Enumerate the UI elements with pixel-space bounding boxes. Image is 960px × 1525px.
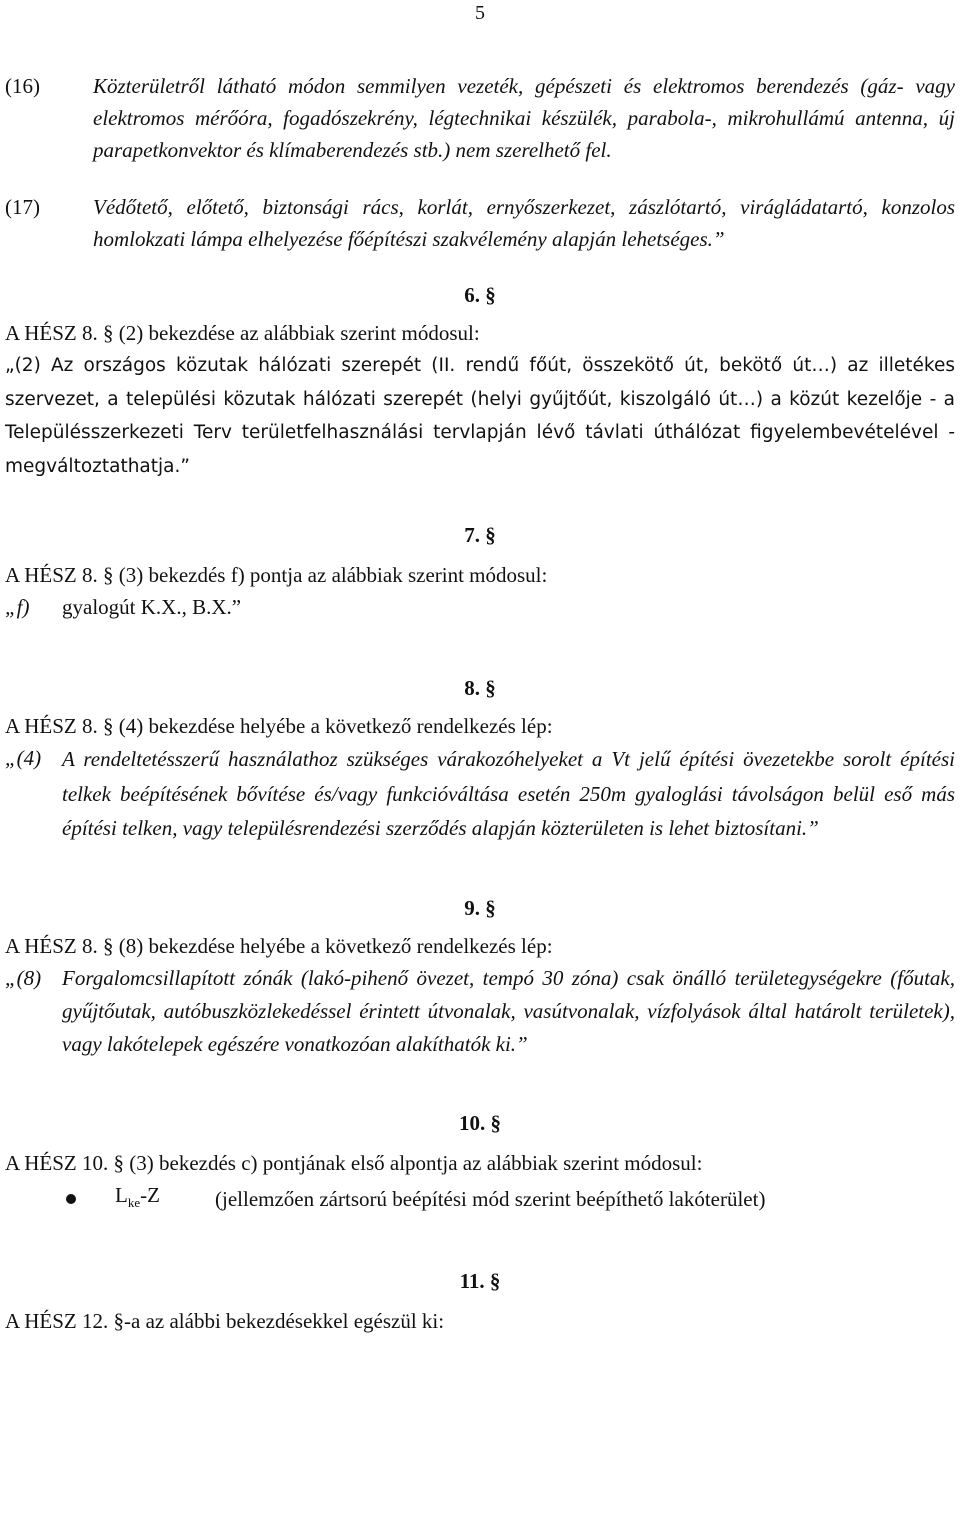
zone-code-suffix: -Z (140, 1182, 160, 1207)
zone-code-main: L (115, 1182, 128, 1207)
point-text: gyalogút K.X., B.X.” (62, 595, 242, 619)
bullet-icon (66, 1194, 76, 1204)
section-heading-7: 7. § (464, 523, 496, 547)
section-intro: A HÉSZ 8. § (3) bekezdés f) pontja az alábbiak szerint módosul: (5, 563, 548, 587)
point-text: Forgalomcsillapított zónák (lakó-pihenő övezet, tempó 30 zóna) csak önálló területegységekre (főutak, gyűjtőutak, autóbuszközlekedéssel érintett útvonalak, vasútvonalak, vízfolyások által határolt területek), vagy lakótelepek egészére vonatkozóan alakíthatók ki.” (62, 965, 955, 1056)
paragraph-text: Védőtető, előtető, biztonsági rács, korlát, ernyőszerkezet, zászlótartó, virágládatartó, konzolos homlokzati lámpa elhelyezése főépítészi szakvélemény alapján lehetséges.” (93, 195, 955, 251)
section-body: „(2) Az országos közutak hálózati szerepét (II. rendű főút, összekötő út, bekötő út…) az illetékes szervezet, a települési közutak hálózati szerepét (helyi gyűjtőút, kiszolgáló út…) a közút kezelője - a Településszerkezeti Terv területfelhasználási tervlapján lévő távlati úthálózat figyelembevételével - megváltoztathatja.” (5, 355, 955, 477)
section-intro: A HÉSZ 12. §-a az alábbi bekezdésekkel egészül ki: (5, 1308, 445, 1333)
page-number: 5 (475, 2, 485, 24)
zone-code-sub: ke (127, 1194, 141, 1210)
point-text: A rendeltetésszerű használathoz szükséges várakozóhelyeket a Vt jelű építési övezetekbe sorolt építési telkek beépítésének bővítése és/vagy funkcióváltása esetén 250m gyaloglási távolságon belül eső más építési telken, vagy településrendezési szerződés alapján közterületen is lehet biztosítani.” (62, 747, 955, 840)
point-block (5, 591, 955, 624)
paragraph-16 (5, 70, 955, 166)
point-block (5, 742, 955, 846)
section-heading-10: 10. § (459, 1110, 501, 1135)
section-heading-11: 11. § (459, 1268, 501, 1293)
section-intro: A HÉSZ 8. § (2) bekezdése az alábbiak szerint módosul: (5, 321, 480, 345)
point-label: „(8) (5, 965, 42, 990)
section-heading-9: 9. § (464, 895, 496, 920)
point-block (5, 962, 955, 1061)
point-label: „(4) (5, 746, 42, 770)
paragraph-text: Közterületről látható módon semmilyen vezeték, gépészeti és elektromos berendezés (gáz- vagy elektromos mérőóra, fogadószekrény, légtechnikai készülék, parabola-, mikrohullámú antenna, új parapetkonvektor és klímaberendezés stb.) nem szerelhető fel. (93, 74, 955, 162)
section-intro: A HÉSZ 8. § (4) bekezdése helyébe a következő rendelkezés lép: (5, 714, 553, 738)
point-label: „f) (5, 595, 30, 619)
section-intro: A HÉSZ 8. § (8) bekezdése helyébe a következő rendelkezés lép: (5, 933, 553, 958)
document-body (5, 70, 955, 1337)
bullet-item (5, 1179, 955, 1219)
zone-code (115, 1179, 215, 1219)
paragraph-number: (17) (5, 195, 40, 219)
section-heading-8: 8. § (464, 676, 496, 700)
section-intro: A HÉSZ 10. § (3) bekezdés c) pontjának első alpontja az alábbiak szerint módosul: (5, 1150, 703, 1175)
paragraph-17 (5, 191, 955, 255)
zone-description: (jellemzően zártsorú beépítési mód szerint beépíthető lakóterület) (215, 1186, 766, 1211)
section-heading-6: 6. § (464, 283, 496, 307)
paragraph-number: (16) (5, 74, 40, 98)
